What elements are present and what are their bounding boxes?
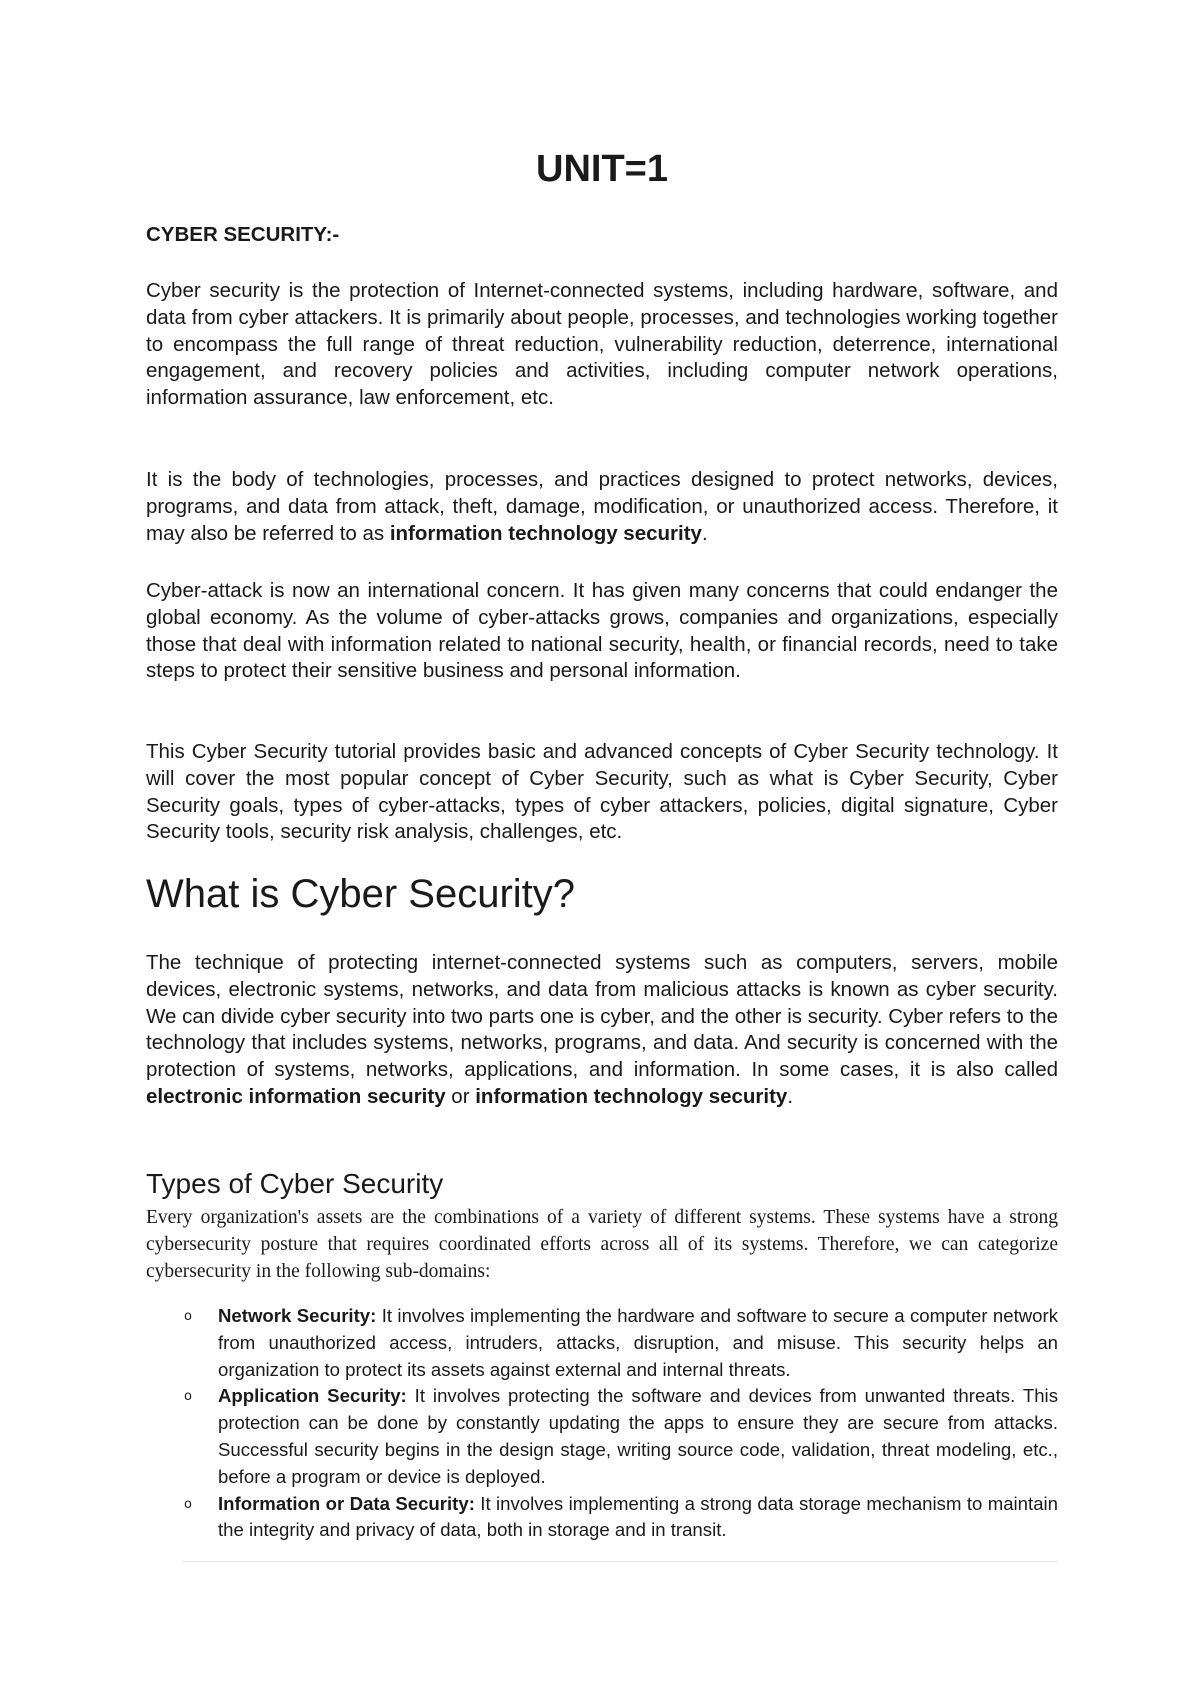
intro-paragraph-1-text: Cyber security is the protection of Internet-connected systems, including hardware, software, and data from cyber attackers. It is primarily about people, processes, and technologies working together to encompass the full range of threat reduction, vulnerability reduction, deterrence, international engagement, and recovery policies and activities, including computer network operations, information assurance, law enforcement, etc. — [146, 279, 1058, 410]
list-item-description: It involves implementing the hardware and software to secure a computer network from unauthorized access, intruders, attacks, disruption, and misuse. This security helps an organization to protect its assets against external and internal threats. — [218, 1305, 1059, 1380]
intro-paragraph-3-text: Cyber-attack is now an international concern. It has given many concerns that could endanger the global economy. As the volume of cyber-attacks grows, companies and organizations, especially those that deal with information related to national security, health, or financial records, need to take steps to protect their sensitive business and personal information. — [146, 579, 1058, 683]
list-item-text — [218, 1385, 1058, 1486]
list-item-description: It involves protecting the software and devices from unwanted threats. This protection can be done by constantly updating the apps to ensure they are secure from attacks. Successful security begins in the design stage, writing source code, validation, threat modeling, etc., before a program or device is deployed. — [218, 1385, 1058, 1487]
intro-paragraph-2 — [146, 467, 1058, 547]
list-item-term: Network Security: — [218, 1305, 377, 1326]
types-list — [146, 1303, 1058, 1544]
list-item-term: Information or Data Security: — [218, 1492, 475, 1514]
types-intro-paragraph: Every organization's assets are the combinations of a variety of different systems. These systems have a strong cybersecurity posture that requires coordinated efforts across all of its systems. Therefore, we can categorize cybersecurity in the following sub-domains: — [146, 1207, 1058, 1282]
page-title: UNIT=1 — [536, 148, 668, 190]
intro-paragraph-3 — [146, 578, 1058, 685]
what-is-end: . — [787, 1084, 794, 1108]
list-item-text — [218, 1493, 1058, 1541]
list-item-application-security — [146, 1383, 1058, 1490]
bullet-circle-icon: o — [184, 1389, 192, 1405]
what-is-connector: or — [445, 1084, 476, 1108]
types-heading: Types of Cyber Security — [146, 1168, 444, 1199]
bottom-divider — [182, 1561, 1058, 1562]
intro-paragraph-2-text: It is the body of technologies, processes, and practices designed to protect networks, devices, programs, and data from attack, theft, damage, modification, or unauthorized access. Therefore, it may also be referred to as — [146, 468, 1058, 545]
cyber-security-heading: CYBER SECURITY:- — [146, 223, 340, 246]
list-item-text — [218, 1305, 1058, 1380]
what-is-paragraph — [146, 950, 1058, 1111]
what-is-text: The technique of protecting internet-connected systems such as computers, servers, mobile devices, electronic systems, networks, and data from malicious attacks is known as cyber security. We can divide cyber security into two parts one is cyber, and the other is security. Cyber refers to the technology that includes systems, networks, programs, and data. And security is concerned with the protection of systems, networks, applications, and information. In some cases, it is also called — [146, 951, 1058, 1082]
intro-paragraph-2-bold-term: information technology security — [389, 521, 702, 545]
list-item-network-security — [146, 1303, 1058, 1383]
what-is-bold-term-1: electronic information security — [146, 1084, 446, 1108]
what-is-bold-term-2: information technology security — [475, 1084, 788, 1108]
list-item-data-security — [146, 1491, 1058, 1545]
what-is-heading: What is Cyber Security? — [146, 872, 576, 916]
intro-paragraph-1 — [146, 278, 1058, 412]
bullet-circle-icon: o — [184, 1309, 192, 1324]
list-item-description: It involves implementing a strong data storage mechanism to maintain the integrity and privacy of data, both in storage and in transit. — [218, 1492, 1059, 1541]
list-item-term: Application Security: — [218, 1385, 407, 1407]
intro-paragraph-4 — [146, 739, 1058, 846]
bullet-circle-icon: o — [184, 1496, 192, 1512]
intro-paragraph-4-text: This Cyber Security tutorial provides basic and advanced concepts of Cyber Security technology. It will cover the most popular concept of Cyber Security, such as what is Cyber Security, Cyber Security goals, types of cyber-attacks, types of cyber attackers, policies, digital signature, Cyber Security tools, security risk analysis, challenges, etc. — [146, 740, 1058, 844]
intro-paragraph-2-end: . — [701, 521, 708, 545]
